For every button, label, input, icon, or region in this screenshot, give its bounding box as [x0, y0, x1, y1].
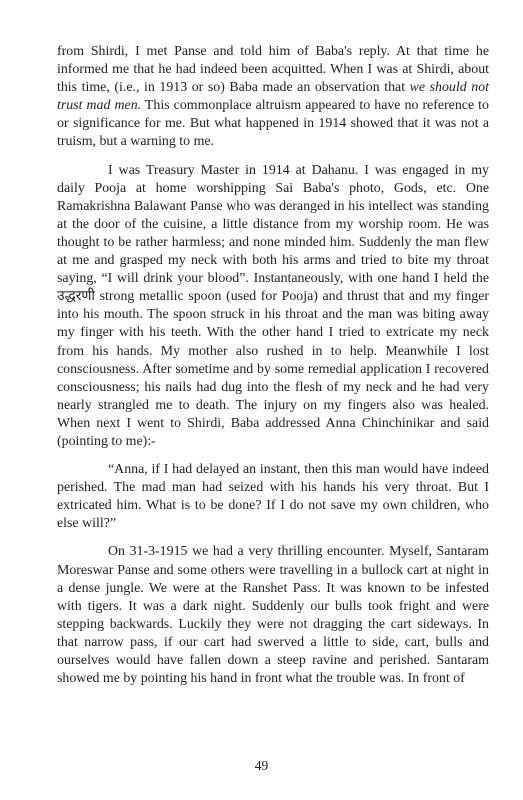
- text-run: “Anna, if I had delayed an instant, then this man would have indeed perished. The mad man had seized with his hands his very throat. But I extricated him. What is to be done? If I do not save my own children, who else will?”: [57, 462, 489, 532]
- body-text: [57, 43, 489, 698]
- text-run: This commonplace altruism appeared to have no reference to or significance for me. But what happened in 1914 showed that it was not a truism, but a warning to me.: [57, 98, 489, 150]
- paragraph-1: [57, 43, 489, 152]
- text-run: from Shirdi, I met Panse and told him of Baba's reply. At that time he informed me that he had indeed been acquitted. When I was at Shirdi, about this time, (i.e., in 1913 or so) Baba made an observation that: [57, 44, 489, 96]
- text-run: I was Treasury Master in 1914 at Dahanu. I was engaged in my daily Pooja at home worshipping Sai Baba's photo, Gods, etc. One Ramakrishna Balawant Panse who was deranged in his intellect was standing at the door of the cuisine, a little distance from my worship room. He was thought to be rather harmless; and none minded him. Suddenly the man flew at me and grasped my neck with both his arms and tried to bite my throat saying, “I will drink your blood”. Instantaneously, with one hand I held the उद्धरणी strong metallic spoon (used for Pooja) and thrust that and my finger into his mouth. The spoon struck in his throat and the man was biting away my finger with his teeth. With the other hand I tried to extricate my neck from his hands. My mother also rushed in to help. Meanwhile I lost consciousness. After sometime and by some remedial application I recovered consciousness; his nails had dug into the flesh of my neck and he had very nearly strangled me to death. The injury on my fingers also was healed. When next I went to Shirdi, Baba addressed Anna Chinchinikar and said (pointing to me):-: [57, 162, 489, 449]
- page-number: 49: [254, 758, 269, 773]
- paragraph-4: [57, 543, 489, 688]
- paragraph-3: [57, 461, 489, 533]
- italic-phrase: we should not trust mad men.: [57, 80, 489, 114]
- paragraph-2: [57, 162, 489, 452]
- text-run: On 31-3-1915 we had a very thrilling encounter. Myself, Santaram Moreswar Panse and some others were travelling in a bullock cart at night in a dense jungle. We were at the Ranshet Pass. It was known to be infested with tigers. It was a dark night. Suddenly our bulls took fright and were stepping backwards. Luckily they were not dragging the cart sideways. In that narrow pass, if our cart had swerved a little to side, cart, bulls and ourselves would have fallen down a steep ravine and perished. Santaram showed me by pointing his hand in front what the trouble was. In front of: [57, 544, 489, 687]
